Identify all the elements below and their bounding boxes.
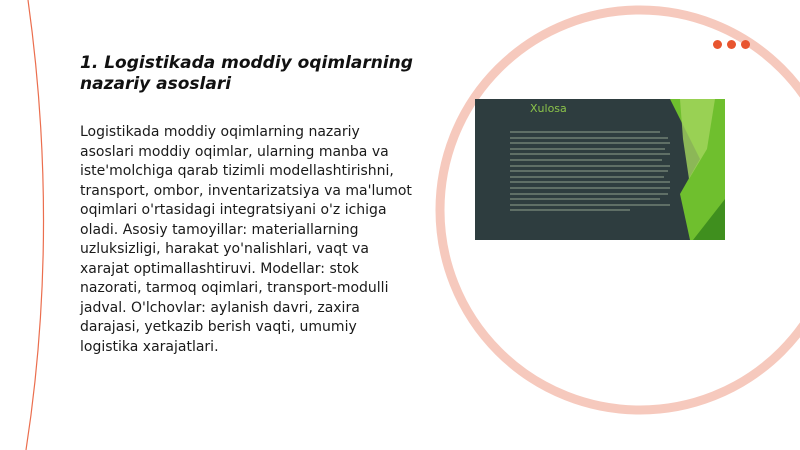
thumbnail-text-line	[510, 187, 670, 189]
slide-body-text: Logistikada moddiy oqimlarning nazariy asoslari moddiy oqimlar, ularning manba va iste'molchiga qarab tizimli modellashtirishni, transport, ombor, inventarizatsiya va ma'lumot oqimlari o'rtasidagi integratsiyani o'z ichiga oladi. Asosiy tamoyillar: materiallarning uzluksizligi, harakat yo'nalishlari, vaqt va xarajat optimallashtiruvi. Modellar: stok nazorati, tarmoq oqimlari, transport-modulli jadval. O'lchovlar: aylanish davri, zaxira darajasi, yetkazib berish vaqti, umumiy logistika xarajatlari.	[80, 124, 412, 355]
dot	[727, 40, 736, 49]
slide-title: 1. Logistikada moddiy oqimlarning nazariy asoslari	[80, 53, 413, 94]
dot	[741, 40, 750, 49]
thumbnail-text-line	[510, 165, 670, 167]
thumbnail-text-line	[510, 159, 662, 161]
thumbnail-text-line	[510, 176, 664, 178]
thumbnail-title: Xulosa	[530, 102, 567, 115]
thumbnail-text-line	[510, 131, 660, 133]
thumbnail-text-line	[510, 193, 668, 195]
thumbnail-text-line	[510, 148, 665, 150]
thumbnail-text-line	[510, 204, 670, 206]
more-dots-icon	[713, 40, 750, 49]
thumbnail-text-line	[510, 198, 660, 200]
thumbnail-text-line	[510, 181, 670, 183]
thumbnail-text-line	[510, 209, 630, 211]
thumbnail-text-line	[510, 170, 668, 172]
thumbnail-text-line	[510, 137, 668, 139]
dot	[713, 40, 722, 49]
left-arc	[26, 0, 44, 450]
summary-slide-thumbnail	[475, 99, 725, 240]
thumbnail-text-line	[510, 153, 670, 155]
thumbnail-text-lines	[510, 131, 670, 215]
thumbnail-text-line	[510, 142, 670, 144]
